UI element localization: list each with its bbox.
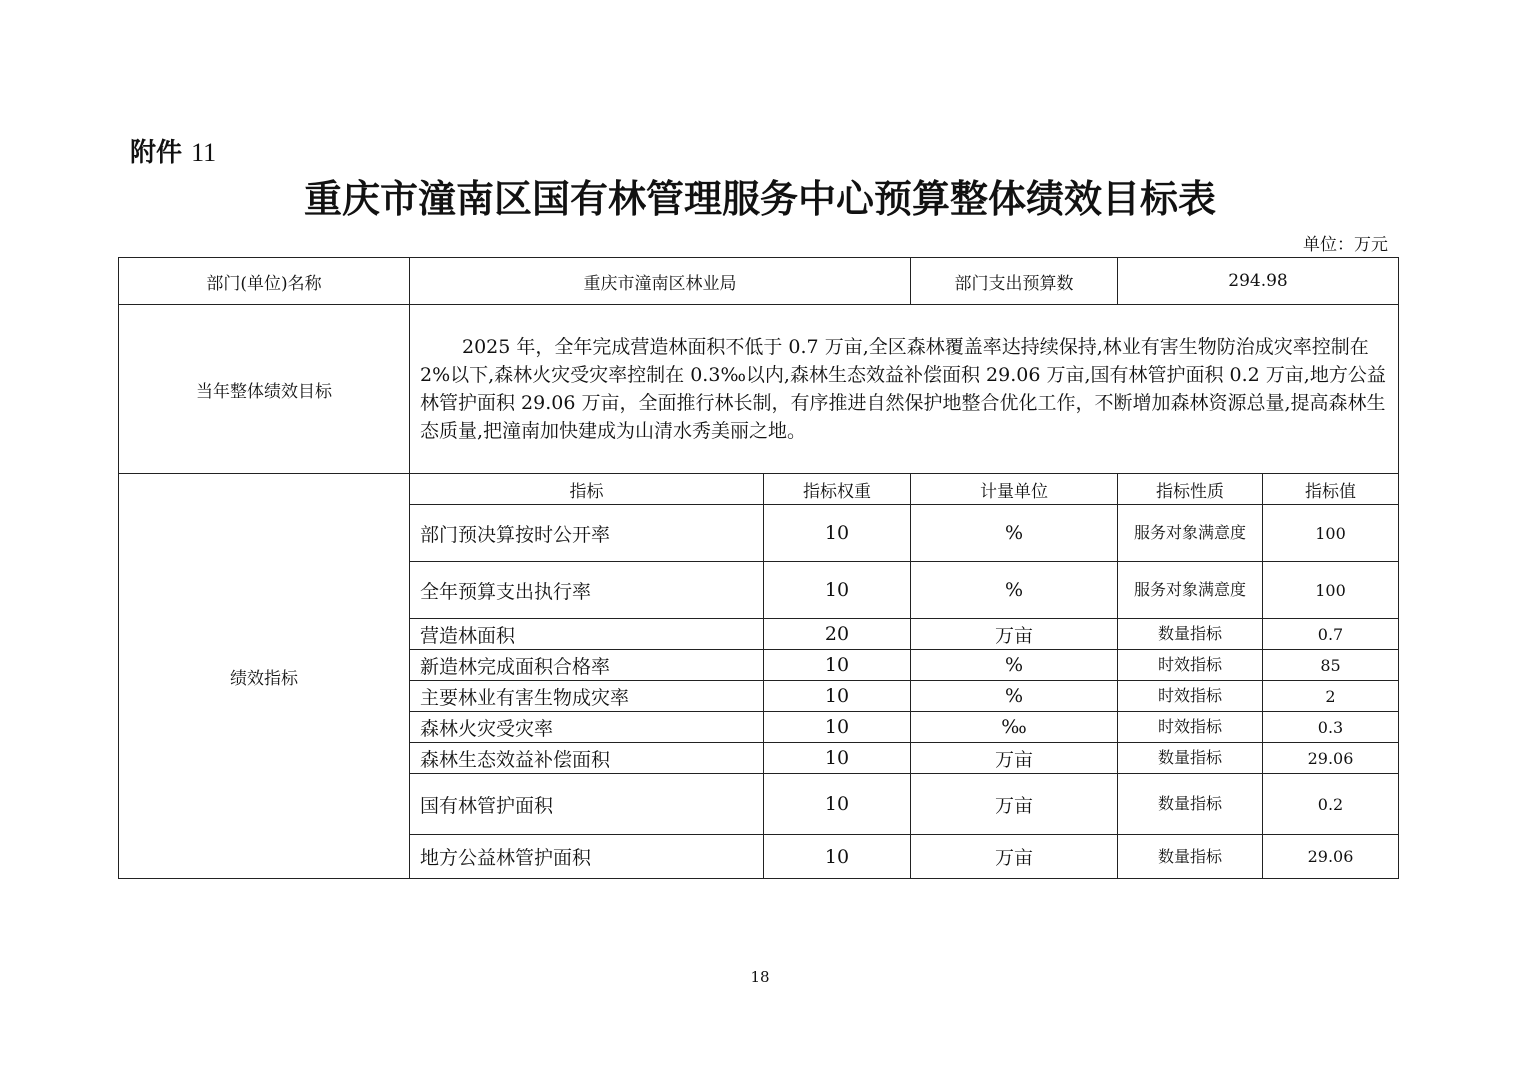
metric-value: 0.2: [1263, 774, 1399, 835]
col-header-weight: 指标权重: [764, 474, 911, 505]
metric-name: 新造林完成面积合格率: [410, 650, 764, 681]
dept-row: [119, 258, 1399, 305]
metric-value: 2: [1263, 681, 1399, 712]
metric-weight: 10: [764, 712, 911, 743]
metric-unit: 万亩: [911, 619, 1118, 650]
metric-weight: 10: [764, 562, 911, 619]
metric-nature: 时效指标: [1118, 681, 1263, 712]
goal-text: 2025 年，全年完成营造林面积不低于 0.7 万亩,全区森林覆盖率达持续保持,林业有害生物防治成灾率控制在 2%以下,森林火灾受灾率控制在 0.3‰以内,森林生态效益补偿面积 29.06 万亩,国有林管护面积 0.2 万亩,地方公益林管护面积 29.06 万亩，全面推行林长制，有序推进自然保护地整合优化工作，不断增加森林资源总量,提高森林生态质量,把潼南加快建成为山清水秀美丽之地。: [410, 305, 1399, 474]
metric-unit: %: [911, 505, 1118, 562]
metric-name: 森林生态效益补偿面积: [410, 743, 764, 774]
metric-name: 国有林管护面积: [410, 774, 764, 835]
metric-value: 85: [1263, 650, 1399, 681]
metric-unit: %: [911, 562, 1118, 619]
metric-value: 100: [1263, 505, 1399, 562]
annex-label: [130, 132, 216, 169]
col-header-value: 指标值: [1263, 474, 1399, 505]
metric-name: 主要林业有害生物成灾率: [410, 681, 764, 712]
metric-weight: 10: [764, 835, 911, 879]
metric-value: 100: [1263, 562, 1399, 619]
document-title: 重庆市潼南区国有林管理服务中心预算整体绩效目标表: [303, 176, 1216, 221]
metric-unit: 万亩: [911, 774, 1118, 835]
metric-unit: 万亩: [911, 743, 1118, 774]
metrics-body: [119, 474, 1399, 879]
metric-name: 部门预决算按时公开率: [410, 505, 764, 562]
dept-value: 重庆市潼南区林业局: [410, 258, 911, 305]
metric-weight: 10: [764, 681, 911, 712]
metric-nature: 数量指标: [1118, 743, 1263, 774]
col-header-metric: 指标: [410, 474, 764, 505]
metric-nature: 服务对象满意度: [1118, 505, 1263, 562]
budget-label: 部门支出预算数: [911, 258, 1118, 305]
metric-unit: %: [911, 650, 1118, 681]
dept-label: 部门(单位)名称: [119, 258, 410, 305]
metric-weight: 10: [764, 743, 911, 774]
goal-label: 当年整体绩效目标: [119, 305, 410, 474]
performance-table: [118, 257, 1399, 879]
metric-unit: %: [911, 681, 1118, 712]
metrics-header-row: [119, 474, 1399, 505]
col-header-unit: 计量单位: [911, 474, 1118, 505]
annex-label-text: 附件: [130, 138, 183, 168]
metric-weight: 10: [764, 505, 911, 562]
metric-weight: 10: [764, 774, 911, 835]
goal-row: [119, 305, 1399, 474]
metric-weight: 10: [764, 650, 911, 681]
budget-value: 294.98: [1118, 258, 1399, 305]
metric-name: 地方公益林管护面积: [410, 835, 764, 879]
annex-number: 11: [191, 138, 217, 167]
metric-nature: 数量指标: [1118, 835, 1263, 879]
metric-nature: 服务对象满意度: [1118, 562, 1263, 619]
metrics-label: 绩效指标: [119, 474, 410, 879]
page-number: 18: [750, 968, 770, 986]
metric-name: 全年预算支出执行率: [410, 562, 764, 619]
col-header-nature: 指标性质: [1118, 474, 1263, 505]
metric-value: 0.7: [1263, 619, 1399, 650]
metric-value: 29.06: [1263, 743, 1399, 774]
metric-value: 29.06: [1263, 835, 1399, 879]
metric-nature: 时效指标: [1118, 712, 1263, 743]
metric-nature: 数量指标: [1118, 619, 1263, 650]
metric-weight: 20: [764, 619, 911, 650]
metric-name: 森林火灾受灾率: [410, 712, 764, 743]
metric-unit: ‰: [911, 712, 1118, 743]
metric-unit: 万亩: [911, 835, 1118, 879]
metric-value: 0.3: [1263, 712, 1399, 743]
metric-nature: 时效指标: [1118, 650, 1263, 681]
metric-name: 营造林面积: [410, 619, 764, 650]
unit-note: 单位：万元: [1303, 235, 1388, 255]
metric-nature: 数量指标: [1118, 774, 1263, 835]
